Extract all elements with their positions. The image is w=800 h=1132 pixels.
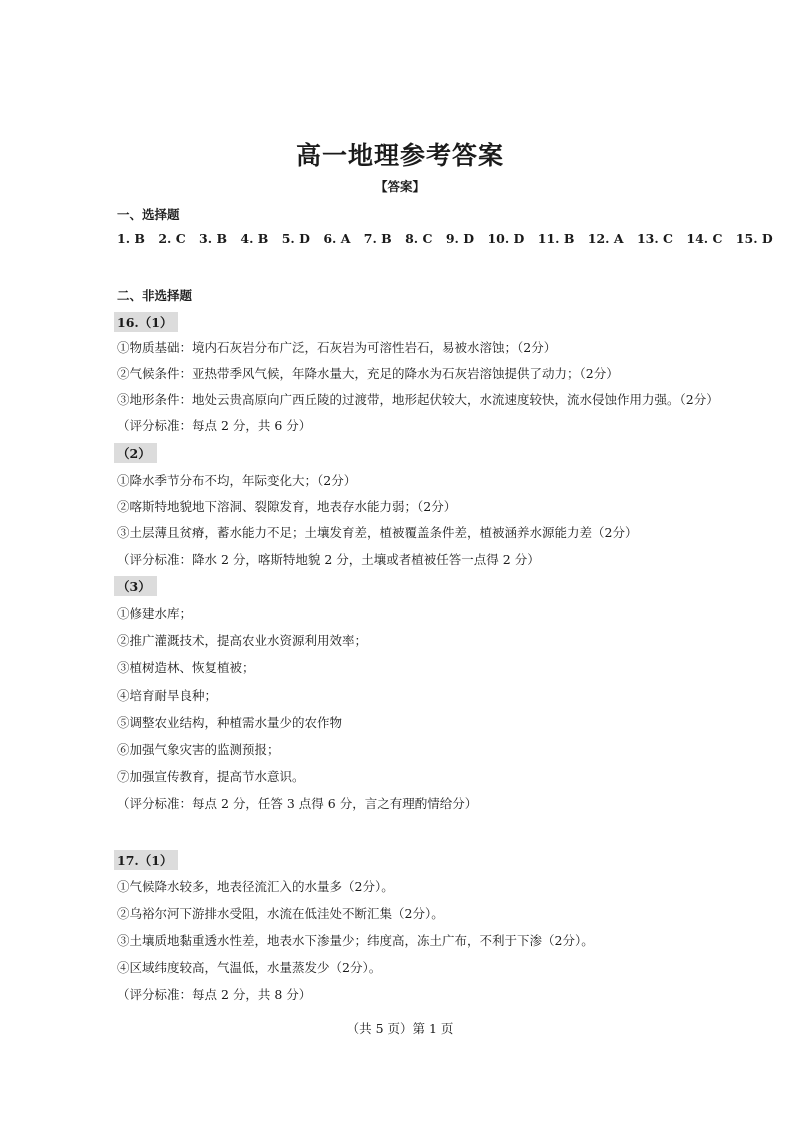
answer-item: 14. C	[686, 231, 723, 246]
question-16-part-3-label: （3）	[114, 576, 157, 596]
answer-line: ①修建水库；	[117, 606, 193, 621]
answer-item: 8. C	[405, 231, 433, 246]
answer-line: ①气候降水较多，地表径流汇入的水量多（2分）。	[117, 879, 394, 894]
answer-item: 13. C	[636, 231, 674, 246]
answer-line: ④区域纬度较高，气温低，水量蒸发少（2分）。	[117, 960, 382, 975]
question-16-part-1-label: 16.（1）	[114, 312, 178, 332]
answer-item: 11. B	[537, 231, 575, 246]
answer-item: 4. B	[240, 231, 269, 246]
answer-line: ④培育耐旱良种；	[117, 688, 218, 703]
answer-label: 【答案】	[374, 179, 425, 194]
scoring-note: （评分标准：每点 2 分，任答 3 点得 6 分，言之有理酌情给分）	[117, 796, 478, 811]
answer-line: ⑥加强气象灾害的监测预报；	[117, 742, 280, 757]
answer-line: ⑦加强宣传教育，提高节水意识。	[117, 769, 305, 784]
answer-item: 6. A	[323, 231, 351, 246]
answer-line: ③地形条件：地处云贵高原向广西丘陵的过渡带，地形起伏较大，水流速度较快，流水侵蚀作用力强。（2分）	[117, 392, 719, 407]
section-heading-nonchoice: 二、非选择题	[117, 288, 193, 303]
answer-item: 12. A	[587, 231, 624, 246]
answer-item: 10. D	[487, 231, 525, 246]
answer-line: ①物质基础：境内石灰岩分布广泛，石灰岩为可溶性岩石，易被水溶蚀；（2分）	[117, 340, 557, 355]
question-16-part-2-label: （2）	[114, 443, 157, 463]
question-17-part-1-label: 17.（1）	[114, 850, 178, 870]
answer-line: ②气候条件：亚热带季风气候，年降水量大，充足的降水为石灰岩溶蚀提供了动力；（2分）	[117, 366, 619, 381]
answer-item: 15. D	[735, 231, 773, 246]
answer-line: ②喀斯特地貌地下溶洞、裂隙发育，地表存水能力弱；（2分）	[117, 499, 457, 514]
answer-line: ③土壤质地黏重透水性差，地表水下渗量少；纬度高，冻土广布，不利于下渗（2分）。	[117, 933, 594, 948]
answer-line: ②乌裕尔河下游排水受阻，水流在低洼处不断汇集（2分）。	[117, 906, 444, 921]
scoring-note: （评分标准：每点 2 分，共 8 分）	[117, 987, 312, 1002]
answer-line: ③土层薄且贫瘠，蓄水能力不足；土壤发育差，植被覆盖条件差，植被涵养水源能力差（2分）	[117, 525, 638, 540]
answer-item: 3. B	[199, 231, 228, 246]
page-title: 高一地理参考答案	[295, 141, 504, 170]
scoring-note: （评分标准：降水 2 分，喀斯特地貌 2 分，土壤或者植被任答一点得 2 分）	[117, 552, 540, 567]
answer-line: ①降水季节分布不均，年际变化大；（2分）	[117, 473, 357, 488]
answer-line: ③植树造林、恢复植被；	[117, 660, 255, 675]
page-footer: （共 5 页）第 1 页	[346, 1021, 454, 1036]
answer-line: ⑤调整农业结构，种植需水量少的农作物	[117, 715, 343, 730]
choice-answers-row	[117, 231, 782, 246]
answer-line: ②推广灌溉技术，提高农业水资源利用效率；	[117, 633, 368, 648]
section-heading-choice: 一、选择题	[117, 207, 180, 222]
answer-item: 1. B	[117, 231, 145, 246]
answer-item: 9. D	[445, 231, 475, 246]
answer-item: 7. B	[363, 231, 392, 246]
answer-item: 2. C	[158, 231, 186, 246]
scoring-note: （评分标准：每点 2 分，共 6 分）	[117, 418, 312, 433]
answer-item: 5. D	[281, 231, 310, 246]
